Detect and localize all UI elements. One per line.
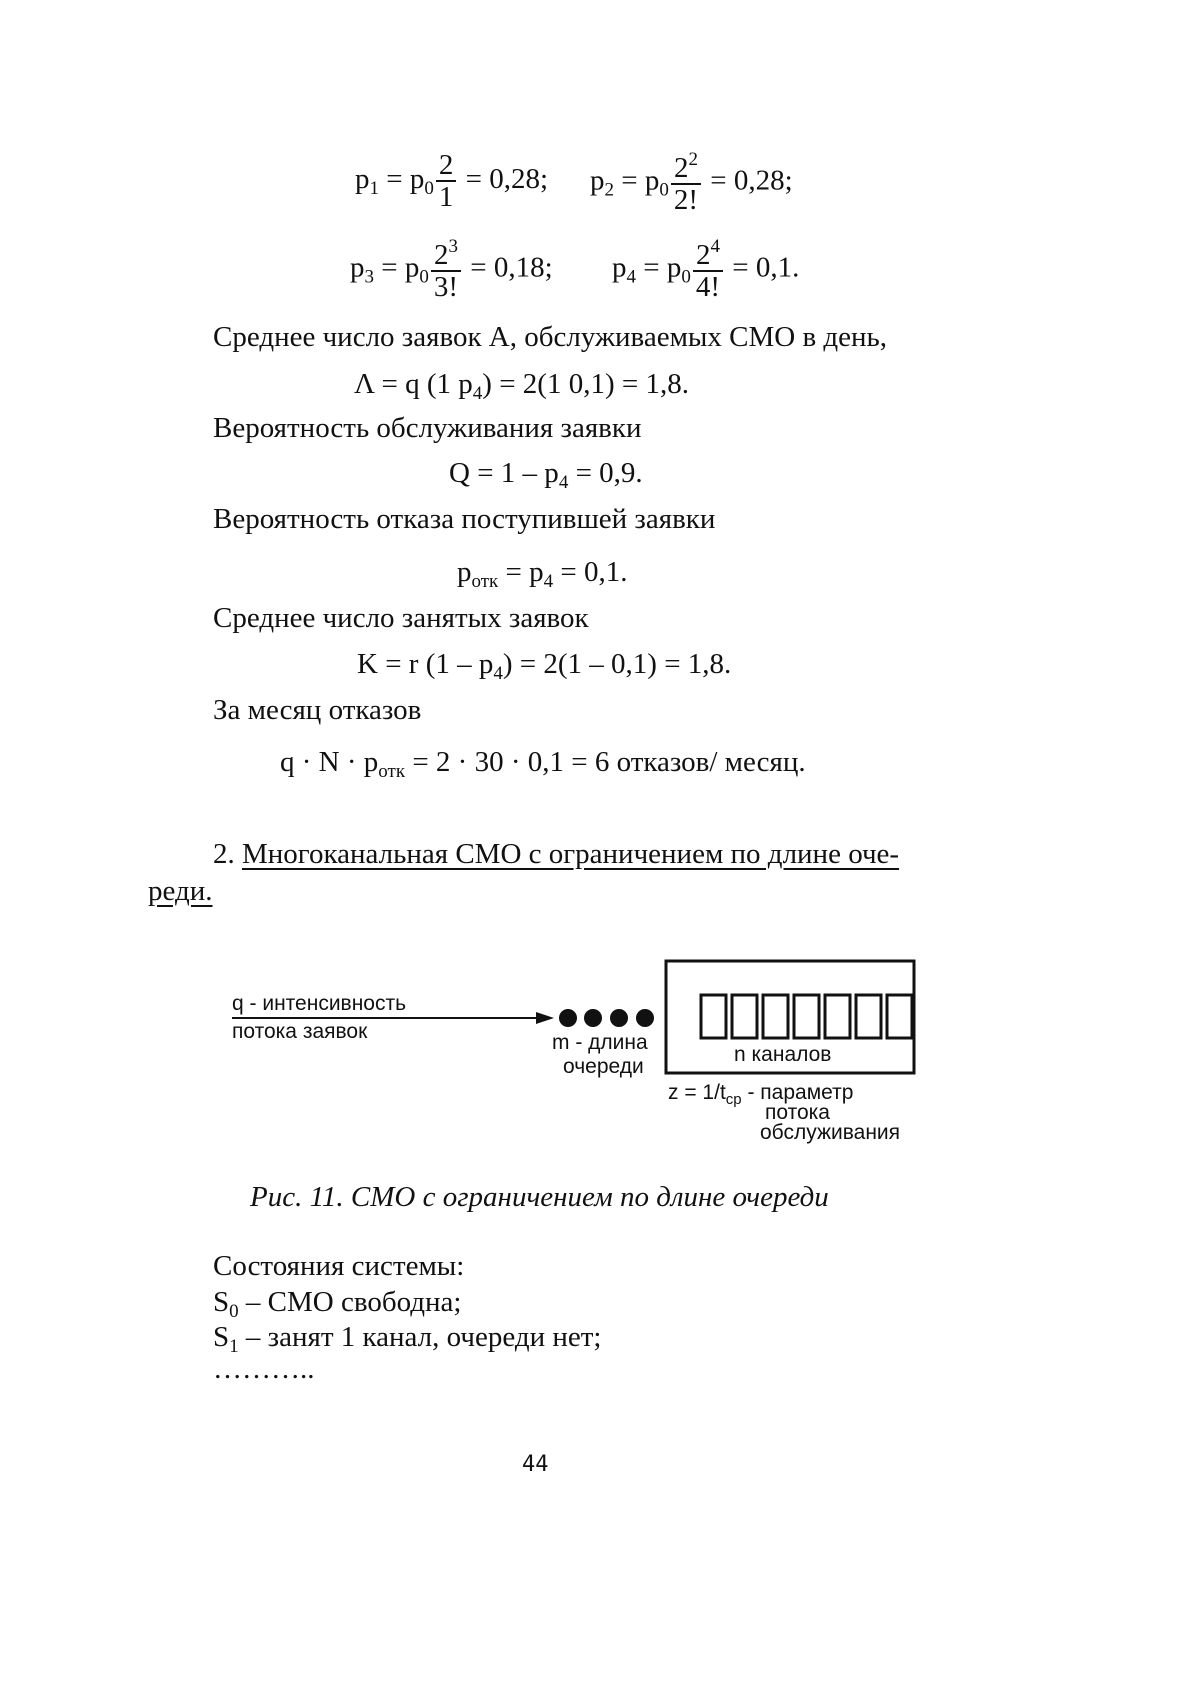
fraction: $\frac{2^3}{3!}$ [431,237,461,303]
fraction: $\frac{2^2}{2!}$ [671,150,701,216]
k-formula: K = r $(1 - p_4) = 2(1 - 0,1) = 1,8$. [357,648,732,684]
queue-dot [559,1009,577,1027]
queue-label-2: очереди [563,1055,644,1078]
lambda-formula: Λ = q (1 $p_4) = 2(1$ 0,1) = 1,8. [354,368,689,404]
queue-label-1: m - длина [552,1031,648,1054]
prob-service-text: Вероятность обслуживания заявки [213,412,642,444]
service-label-2: потока [765,1101,830,1124]
section-heading-line2: реди. [148,875,213,907]
channel-box [856,995,881,1038]
ellipsis: ……….. [213,1353,315,1385]
per-month-text: За месяц отказов [213,694,422,726]
queue-dot [584,1009,602,1027]
q-formula: $Q = 1 - p_4 = 0,9$. [449,457,643,493]
channel-box [732,995,757,1038]
channel-box [887,995,912,1038]
avg-busy-text: Среднее число занятых заявок [213,602,589,634]
potk-formula: $p_{отк} = p_4 = 0,1$. [457,556,628,592]
channel-box [825,995,850,1038]
service-label-1: $z = 1/t_{ср}$ - параметр [668,1081,854,1108]
state-s1: $S_1$ – занят 1 канал, очереди нет; [213,1321,602,1357]
fraction: $\frac{2}{1}$ [436,150,457,213]
avg-served-text: Среднее число заявок A, обслуживаемых СМО в день, [213,321,888,353]
service-label-3: обслуживания [760,1121,901,1144]
state-s0: $S_0$ – СМО свободна; [213,1286,462,1322]
arrow-head-icon [536,1012,554,1024]
section-heading-line1: 2. Многоканальная СМО с ограничением по длине оче- [213,838,900,870]
figure-caption: Рис. 11. СМО с ограничением по длине очереди [250,1181,829,1213]
formula-p1: $p_1 = p_0$ $\frac{2}{1}$ = 0,28; [355,149,549,214]
formula-p4: $p_4 = p_0$ $\frac{2^4}{4!}$ = 0,1. [612,236,800,304]
formula-p2: $p_2 = p_0$ $\frac{2^2}{2!}$ = 0,28; [590,149,793,217]
prob-refusal-text: Вероятность отказа поступившей заявки [213,503,716,535]
states-heading: Состояния системы: [213,1250,465,1282]
channel-box [763,995,788,1038]
channel-box [794,995,819,1038]
queue-system-diagram [220,955,940,1155]
month-formula: $q \cdot N \cdot p_{отк} = 2 \cdot 30 \cdot 0,1 = 6$ отказов/ месяц. [280,746,806,782]
input-label-1: q - интенсивность [232,992,407,1015]
channels-label: n каналов [734,1043,832,1066]
fraction: $\frac{2^4}{4!}$ [693,237,723,303]
queue-dot [610,1009,628,1027]
input-label-2: потока заявок [232,1020,368,1043]
channel-box [701,995,726,1038]
formula-p3: $p_3 = p_0$ $\frac{2^3}{3!}$ = 0,18; [350,236,553,304]
page-number: 44 [522,1452,549,1477]
queue-dot [636,1009,654,1027]
